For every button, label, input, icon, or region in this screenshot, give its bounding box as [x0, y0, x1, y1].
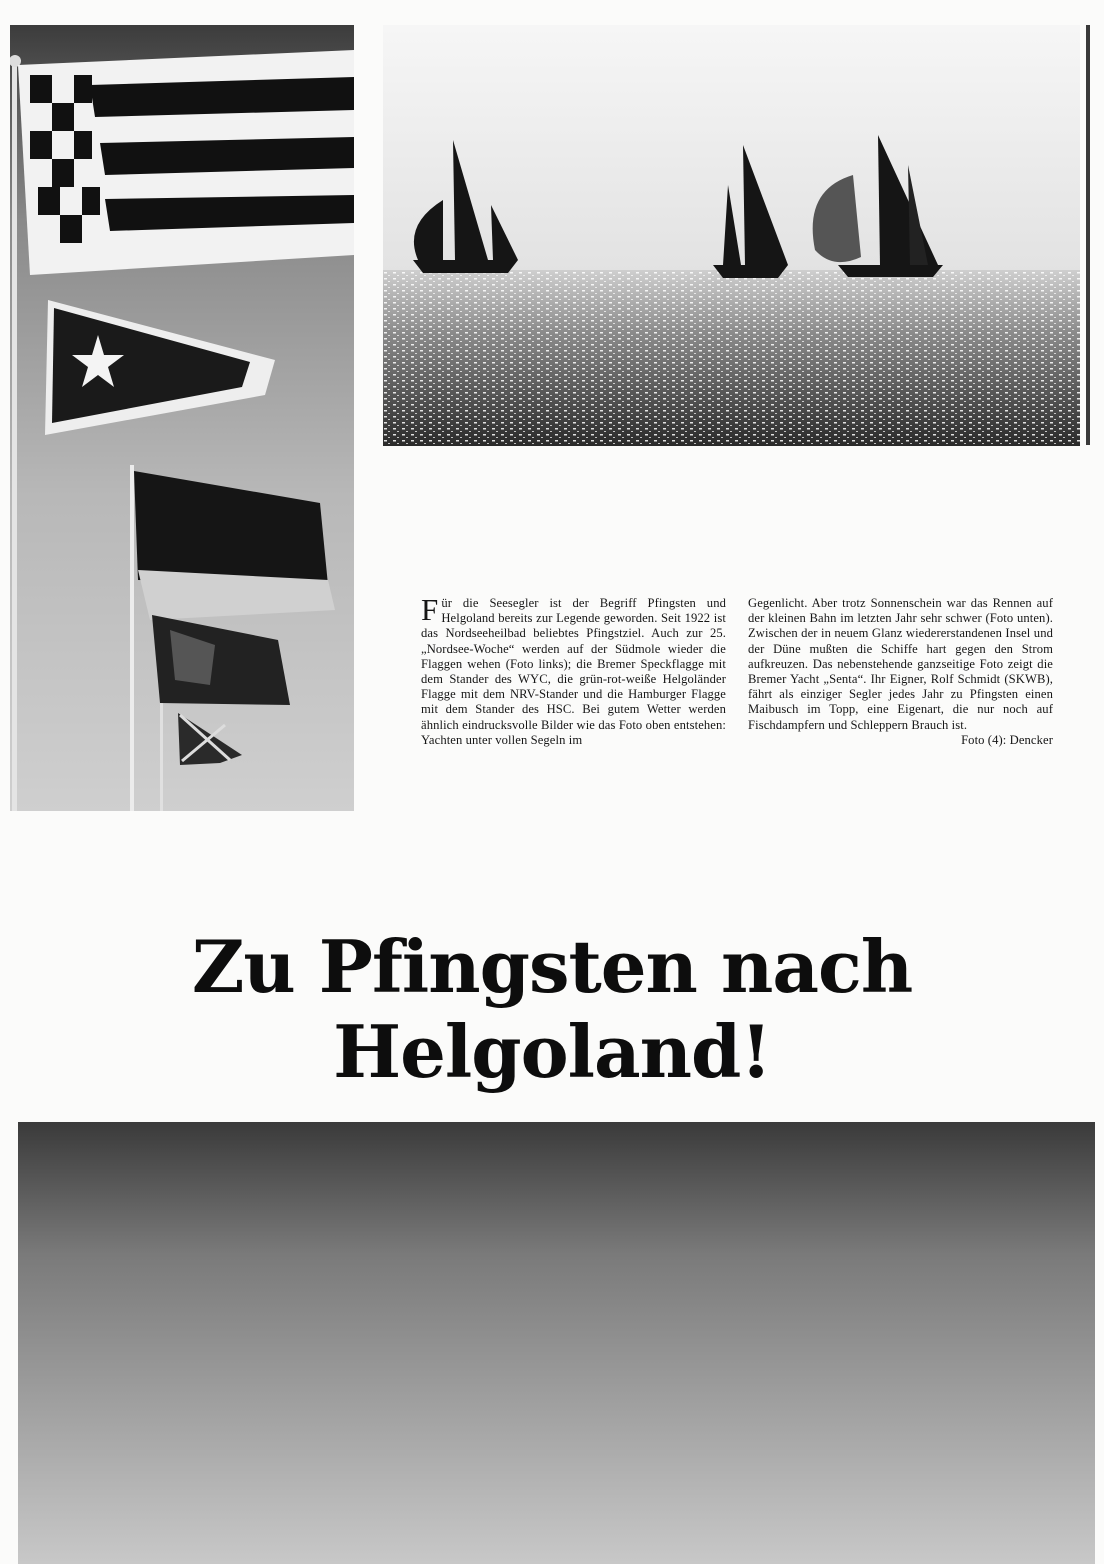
drop-cap: F [421, 592, 439, 627]
bremen-flag [18, 50, 354, 275]
helgoland-island-photo [18, 1122, 1095, 1564]
photo-credit: Foto (4): Dencker [961, 732, 1053, 747]
flags-photo [10, 25, 354, 811]
article-column-left [421, 592, 726, 748]
article-text-left: ür die Seesegler ist der Begriff Pfingsten und Helgoland bereits zur Legende geworden. Seit 1922 ist das Nordseeheilbad beliebtes Pfingstziel. Auch zur 25. „Nordsee-Woche“ werden auf der Südmole wieder die Flaggen wehen (Foto links); die Bremer Speckflagge mit dem Stander des WYC, die grün-rot-weiße Helgoländer Flagge mit dem NRV-Stander und die Hamburger Flagge mit dem Stander des HSC. Bei gutem Wetter werden ähnlich eindrucksvolle Bilder wie das Foto oben entstehen: Yachten unter vollen Segeln im [421, 596, 726, 747]
headline: Zu Pfingsten nach Helgoland! [191, 924, 913, 1094]
yachts-backlight-photo [383, 25, 1080, 446]
article-column-right [748, 596, 1053, 748]
photo-edge [1086, 25, 1090, 445]
article-text-right: Gegenlicht. Aber trotz Sonnenschein war das Rennen auf der kleinen Bahn im letzten Jahr sehr schwer (Foto unten). Zwischen der in neuem Glanz wiedererstandenen Insel und der Düne mußten die Schiffe hart gegen den Strom aufkreuzen. Das nebenstehende ganzseitige Foto zeigt die Bremer Yacht „Senta“. Ihr Eigner, Rolf Schmidt (SKWB), fährt als einziger Segler jedes Jahr zu Pfingsten einen Maibusch im Topp, eine Eigenart, die nur noch auf Fischdampfern und Schleppern Brauch ist. [748, 596, 1053, 732]
